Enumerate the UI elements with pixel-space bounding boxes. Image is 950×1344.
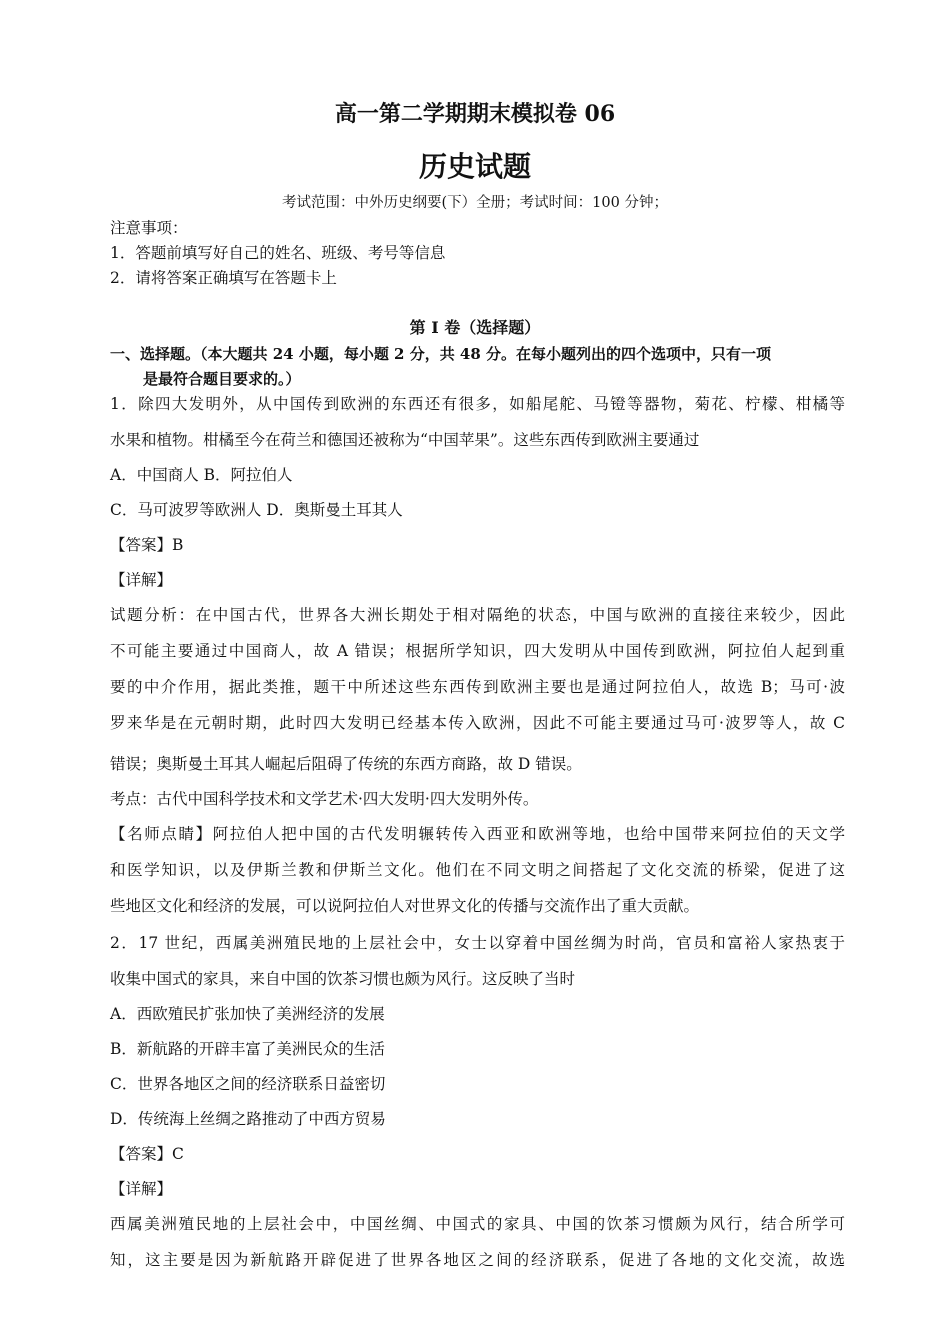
q1-teacher-note-line-2: 和医学知识，以及伊斯兰教和伊斯兰文化。他们在不同文明之间搭起了文化交流的桥梁，促进了这 bbox=[110, 861, 845, 879]
notice-item-1: 1．答题前填写好自己的姓名、班级、考号等信息 bbox=[110, 244, 446, 262]
section-instruction-line-2: 是最符合题目要求的。） bbox=[143, 370, 301, 388]
notice-heading: 注意事项： bbox=[110, 219, 188, 237]
q1-option-ab: A．中国商人 B．阿拉伯人 bbox=[110, 466, 293, 484]
q2-analysis-line-2: 知，这主要是因为新航路开辟促进了世界各地区之间的经济联系，促进了各地的文化交流，故选 bbox=[110, 1251, 845, 1269]
q2-answer: 【答案】C bbox=[110, 1145, 184, 1163]
q1-analysis-line-5: 错误；奥斯曼土耳其人崛起后阻碍了传统的东西方商路，故 D 错误。 bbox=[110, 755, 582, 773]
q2-option-b: B．新航路的开辟丰富了美洲民众的生活 bbox=[110, 1040, 385, 1058]
subject-title: 历史试题 bbox=[418, 150, 531, 183]
q1-answer: 【答案】B bbox=[110, 536, 184, 554]
q1-option-cd: C．马可波罗等欧洲人 D．奥斯曼土耳其人 bbox=[110, 501, 403, 519]
q1-analysis-line-2: 不可能主要通过中国商人，故 A 错误；根据所学知识，四大发明从中国传到欧洲，阿拉伯人起到重 bbox=[110, 642, 845, 660]
q2-stem-line-2: 收集中国式的家具，来自中国的饮茶习惯也颇为风行。这反映了当时 bbox=[110, 970, 576, 988]
q2-option-a: A．西欧殖民扩张加快了美洲经济的发展 bbox=[110, 1005, 385, 1023]
q1-teacher-note-line-1: 【名师点睛】阿拉伯人把中国的古代发明辗转传入西亚和欧洲等地，也给中国带来阿拉伯的天文学 bbox=[110, 825, 845, 843]
q2-option-c: C．世界各地区之间的经济联系日益密切 bbox=[110, 1075, 386, 1093]
q2-analysis-line-1: 西属美洲殖民地的上层社会中，中国丝绸、中国式的家具、中国的饮茶习惯颇为风行，结合所学可 bbox=[110, 1215, 845, 1233]
q1-teacher-note-line-3: 些地区文化和经济的发展，可以说阿拉伯人对世界文化的传播与交流作出了重大贡献。 bbox=[110, 897, 700, 915]
q1-analysis-line-4: 罗来华是在元朝时期，此时四大发明已经基本传入欧洲，因此不可能主要通过马可·波罗等人，故 C bbox=[110, 714, 845, 732]
q1-stem-line-1: 1．除四大发明外，从中国传到欧洲的东西还有很多，如船尾舵、马镫等器物，菊花、柠檬、柑橘等 bbox=[110, 395, 845, 413]
q2-option-d: D．传统海上丝绸之路推动了中西方贸易 bbox=[110, 1110, 386, 1128]
exam-info: 考试范围：中外历史纲要(下）全册；考试时间：100 分钟； bbox=[282, 195, 668, 211]
volume-title: 第 I 卷（选择题） bbox=[409, 318, 541, 337]
q1-stem-line-2: 水果和植物。柑橘至今在荷兰和德国还被称为“中国苹果”。这些东西传到欧洲主要通过 bbox=[110, 431, 700, 449]
q1-analysis-line-3: 要的中介作用，据此类推，题干中所述这些东西传到欧洲主要也是通过阿拉伯人，故选 B；马可·波 bbox=[110, 678, 845, 696]
section-instruction-line-1: 一、选择题。（本大题共 24 小题，每小题 2 分，共 48 分。在每小题列出的四个选项中，只有一项 bbox=[110, 345, 772, 363]
notice-item-2: 2．请将答案正确填写在答题卡上 bbox=[110, 269, 337, 287]
q1-explain-label: 【详解】 bbox=[110, 571, 173, 589]
q2-explain-label: 【详解】 bbox=[110, 1180, 173, 1198]
q1-point: 考点：古代中国科学技术和文学艺术·四大发明·四大发明外传。 bbox=[110, 790, 539, 808]
exam-title: 高一第二学期期末模拟卷 06 bbox=[334, 101, 616, 127]
q2-stem-line-1: 2．17 世纪，西属美洲殖民地的上层社会中，女士以穿着中国丝绸为时尚，官员和富裕人家热衷于 bbox=[110, 934, 845, 952]
q1-analysis-line-1: 试题分析：在中国古代，世界各大洲长期处于相对隔绝的状态，中国与欧洲的直接往来较少，因此 bbox=[110, 606, 845, 624]
